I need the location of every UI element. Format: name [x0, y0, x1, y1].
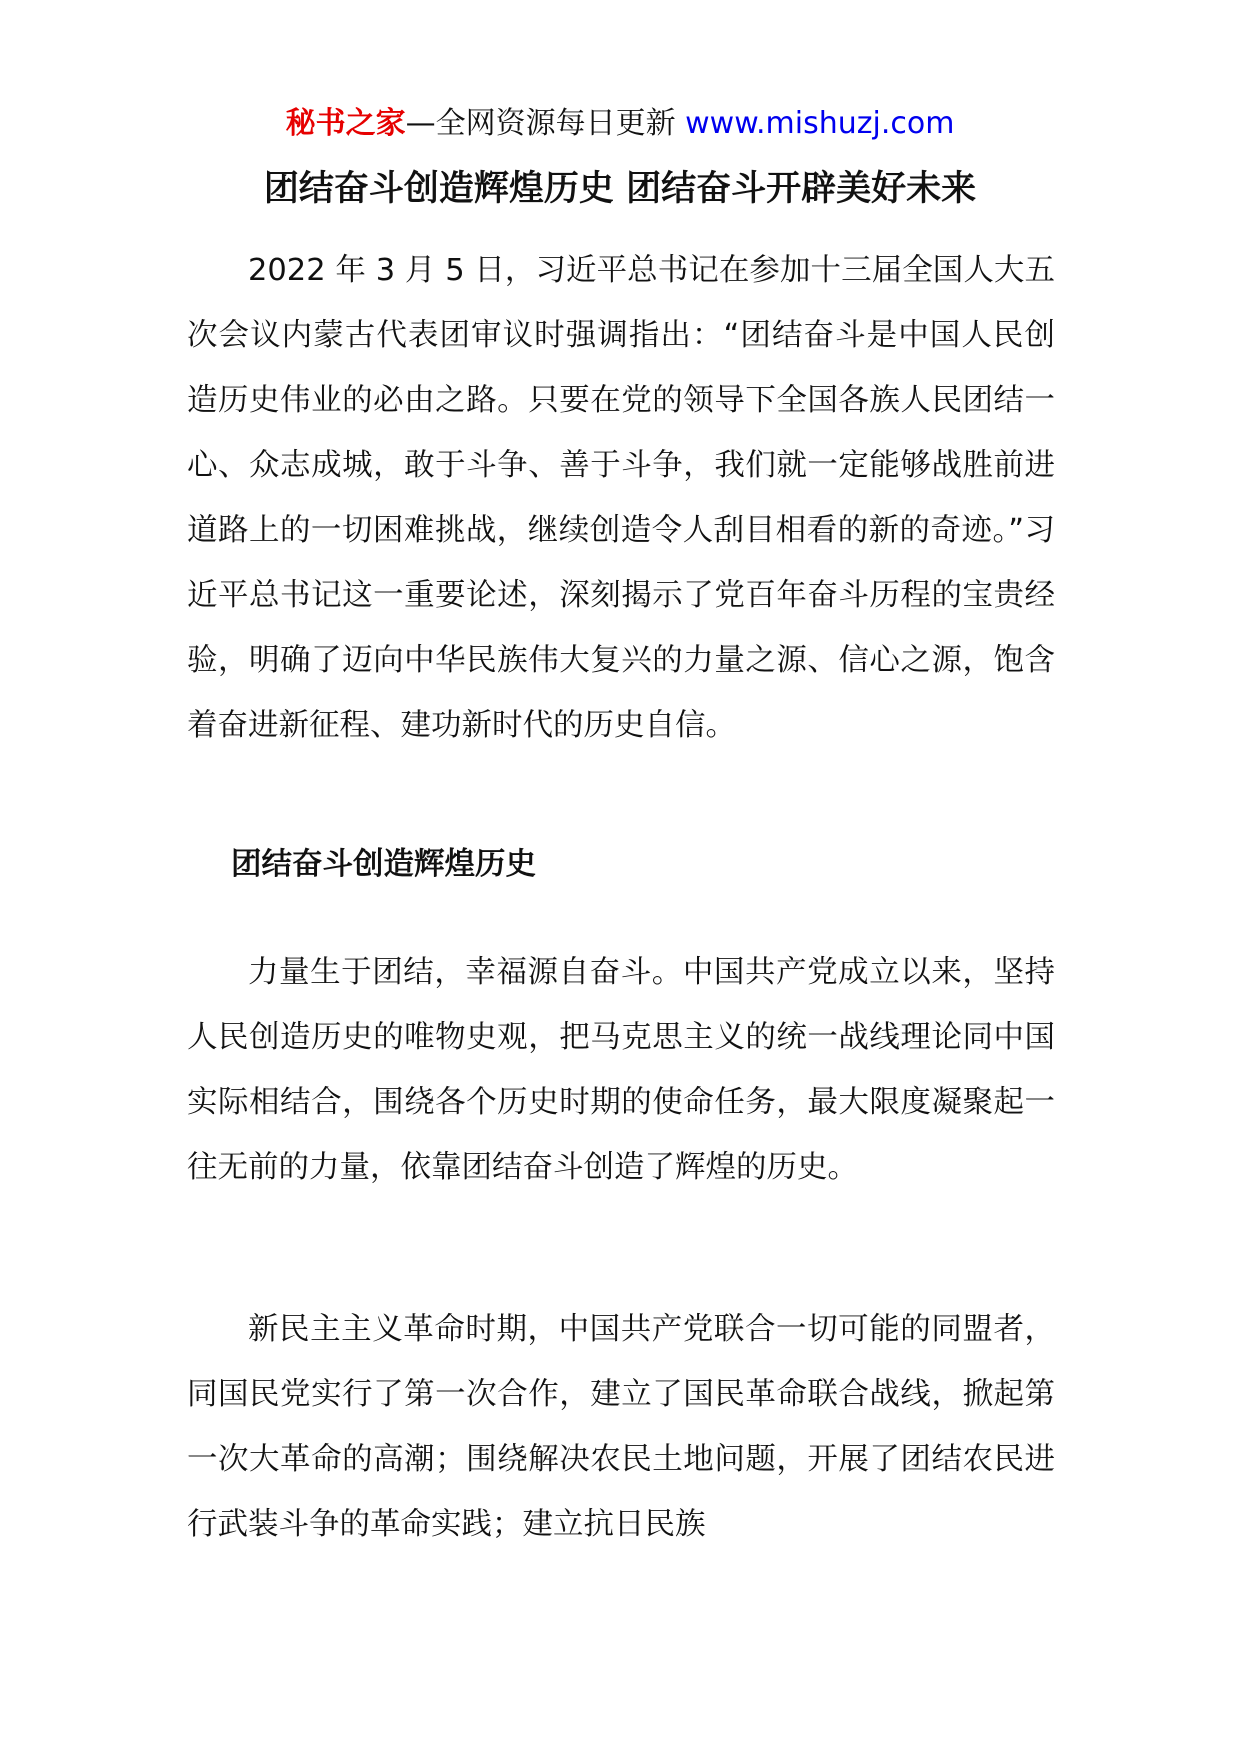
site-url-link[interactable]: www.mishuzj.com [685, 106, 955, 141]
document-title: 团结奋斗创造辉煌历史 团结奋斗开辟美好未来 [263, 169, 977, 209]
paragraph-intro: 2022 年 3 月 5 日，习近平总书记在参加十三届全国人大五次会议内蒙古代表团审议时强调指出：“团结奋斗是中国人民创造历史伟业的必由之路。只要在党的领导下全国各族人民团结一心、众志成城，敢于斗争、善于斗争，我们就一定能够战胜前进道路上的一切困难挑战，继续创造令人刮目相看的新的奇迹。”习近平总书记这一重要论述，深刻揭示了党百年奋斗历程的宝贵经验，明确了迈向中华民族伟大复兴的力量之源、信心之源，饱含着奋进新征程、建功新时代的历史自信。 [187, 253, 1055, 743]
brand-name: 秘书之家 [285, 106, 406, 141]
paragraph-revolution: 新民主主义革命时期，中国共产党联合一切可能的同盟者，同国民党实行了第一次合作，建立了国民革命联合战线，掀起第一次大革命的高潮；围绕解决农民土地问题，开展了团结农民进行武装斗争的革命实践；建立抗日民族 [187, 1312, 1055, 1542]
section-heading: 团结奋斗创造辉煌历史 [231, 847, 536, 882]
paragraph-unity: 力量生于团结，幸福源自奋斗。中国共产党成立以来，坚持人民创造历史的唯物史观，把马克思主义的统一战线理论同中国实际相结合，围绕各个历史时期的使命任务，最大限度凝聚起一往无前的力量，依靠团结奋斗创造了辉煌的历史。 [187, 955, 1055, 1185]
header-tagline: —全网资源每日更新 [405, 106, 686, 141]
site-header [0, 104, 1240, 144]
